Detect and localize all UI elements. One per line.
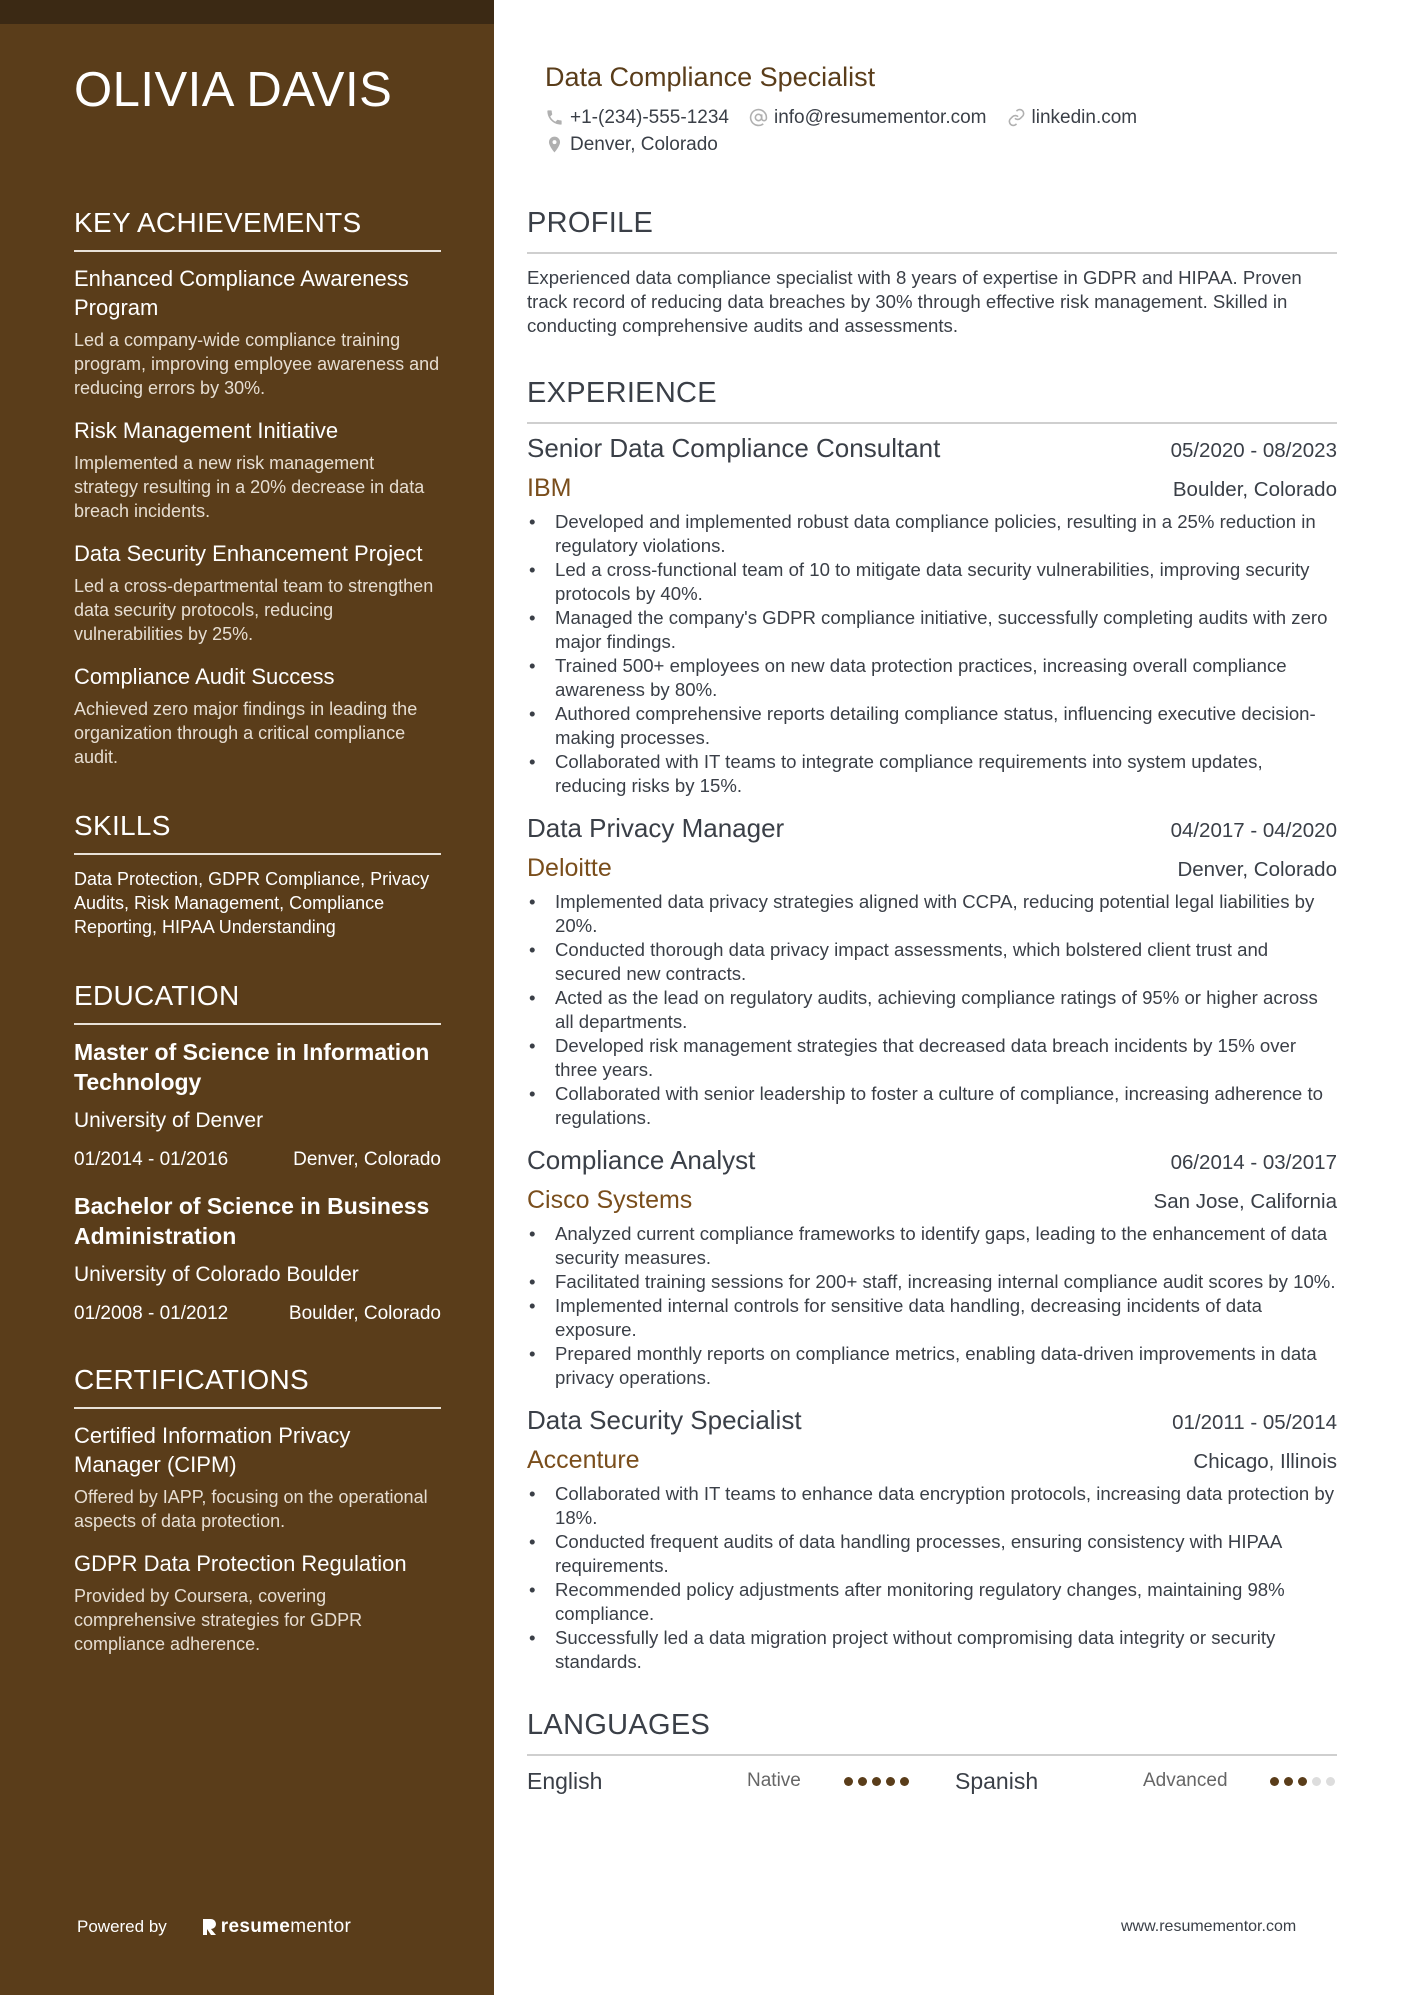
powered-by (77, 1916, 351, 1938)
achievement-title: Enhanced Compliance Awareness Program (74, 266, 409, 320)
achievement-item (74, 416, 441, 523)
skills-heading: SKILLS (74, 809, 441, 855)
experience-company: Deloitte (527, 854, 612, 882)
languages-heading: LANGUAGES (527, 1708, 1337, 1756)
experience-bullets (527, 510, 1337, 798)
phone-icon (545, 108, 564, 127)
education-dates: 01/2014 - 01/2016 (74, 1149, 229, 1170)
contact-phone[interactable] (545, 104, 729, 131)
rating-dot-filled (872, 1777, 881, 1786)
education-meta (74, 1301, 441, 1327)
certification-title: GDPR Data Protection Regulation (74, 1551, 407, 1576)
bullet-item: • Collaborated with IT teams to integrate compliance requirements into system updates, reducing risks by 15%. (527, 750, 1337, 798)
bullet-item: • Collaborated with senior leadership to foster a culture of compliance, increasing adherence to regulations. (527, 1082, 1337, 1130)
bullet-item: • Authored comprehensive reports detailing compliance status, influencing executive decision-making processes. (527, 702, 1337, 750)
experience-item (527, 1404, 1337, 1674)
experience-bullets (527, 1482, 1337, 1674)
experience-location: Denver, Colorado (1177, 858, 1337, 881)
contact-info (545, 104, 1245, 158)
rating-dot-empty (1312, 1777, 1321, 1786)
bullet-item: • Acted as the lead on regulatory audits, achieving compliance ratings of 95% or higher across all departments. (527, 986, 1337, 1034)
at-sign-icon (749, 108, 768, 127)
experience-location: Chicago, Illinois (1193, 1450, 1337, 1473)
rating-dot-filled (1284, 1777, 1293, 1786)
languages-section (527, 1708, 1337, 1796)
profile-summary: Experienced data compliance specialist with 8 years of expertise in GDPR and HIPAA. Proven track record of reducing data breaches by 30% through effective risk management. Skilled in conducting comprehensive audits and assessments. (527, 267, 1302, 336)
bullet-item: • Conducted thorough data privacy impact assessments, which bolstered client trust and secured new contracts. (527, 938, 1337, 986)
education-school: University of Colorado Boulder (74, 1263, 359, 1286)
phone-text: +1-(234)-555-1234 (570, 107, 729, 128)
bullet-item: • Implemented internal controls for sensitive data handling, decreasing incidents of data exposure. (527, 1294, 1337, 1342)
bullet-item: • Collaborated with IT teams to enhance data encryption protocols, increasing data protection by 18%. (527, 1482, 1337, 1530)
language-rating (1265, 1777, 1335, 1786)
skills-section (74, 809, 441, 939)
experience-item (527, 432, 1337, 798)
location-pin-icon (545, 135, 564, 154)
resumementor-logo[interactable] (201, 1916, 351, 1938)
experience-location: San Jose, California (1153, 1190, 1337, 1213)
education-location: Denver, Colorado (293, 1149, 441, 1170)
language-name: Spanish (955, 1768, 1039, 1794)
experience-item (527, 1144, 1337, 1390)
achievement-description: Achieved zero major findings in leading the organization through a critical compliance audit. (74, 699, 418, 767)
experience-heading: EXPERIENCE (527, 376, 1337, 424)
profile-heading: PROFILE (527, 206, 1337, 254)
certifications-heading: CERTIFICATIONS (74, 1363, 441, 1409)
contact-email[interactable] (749, 104, 987, 131)
rating-dot-filled (900, 1777, 909, 1786)
education-heading: EDUCATION (74, 979, 441, 1025)
bullet-item: • Facilitated training sessions for 200+ staff, increasing internal compliance audit scores by 10%. (527, 1270, 1337, 1294)
achievement-item (74, 662, 441, 769)
bullet-item: • Led a cross-functional team of 10 to mitigate data security vulnerabilities, improving security protocols by 40%. (527, 558, 1337, 606)
bullet-item: • Successfully led a data migration project without compromising data integrity or security standards. (527, 1626, 1337, 1674)
job-title: Data Compliance Specialist (545, 62, 876, 92)
education-item (74, 1191, 441, 1327)
rating-dot-filled (886, 1777, 895, 1786)
achievement-description: Led a company-wide compliance training program, improving employee awareness and reducing errors by 30%. (74, 330, 440, 398)
achievements-section (74, 206, 441, 769)
skills-list: Data Protection, GDPR Compliance, Privacy Audits, Risk Management, Compliance Reporting, HIPAA Understanding (74, 869, 430, 937)
sidebar-top-bar (0, 0, 494, 24)
bullet-item: • Conducted frequent audits of data handling processes, ensuring consistency with HIPAA requirements. (527, 1530, 1337, 1578)
education-degree: Master of Science in Information Technology (74, 1039, 430, 1095)
experience-location: Boulder, Colorado (1172, 478, 1337, 501)
certification-item (74, 1549, 441, 1656)
bullet-item: • Recommended policy adjustments after monitoring regulatory changes, maintaining 98% compliance. (527, 1578, 1337, 1626)
experience-company: Accenture (527, 1446, 640, 1474)
certification-description: Offered by IAPP, focusing on the operational aspects of data protection. (74, 1487, 428, 1531)
experience-company: IBM (527, 474, 572, 502)
language-level: Advanced (1143, 1770, 1228, 1791)
achievement-title: Data Security Enhancement Project (74, 541, 423, 566)
education-school: University of Denver (74, 1109, 264, 1132)
language-rating (839, 1777, 955, 1786)
rating-dot-filled (1270, 1777, 1279, 1786)
experience-role: Data Privacy Manager (527, 813, 785, 843)
achievements-heading: KEY ACHIEVEMENTS (74, 206, 441, 252)
experience-role: Senior Data Compliance Consultant (527, 433, 941, 463)
candidate-name: OLIVIA DAVIS (74, 63, 393, 117)
experience-bullets (527, 1222, 1337, 1390)
certification-title: Certified Information Privacy Manager (CIPM) (74, 1423, 351, 1477)
education-item (74, 1037, 441, 1173)
achievement-title: Risk Management Initiative (74, 418, 339, 443)
brand-bold-text: resume (220, 1916, 291, 1937)
certification-description: Provided by Coursera, covering comprehensive strategies for GDPR compliance adherence. (74, 1586, 363, 1654)
bullet-item: • Managed the company's GDPR compliance initiative, successfully completing audits with zero major findings. (527, 606, 1337, 654)
location-text: Denver, Colorado (570, 134, 718, 155)
experience-role: Compliance Analyst (527, 1145, 756, 1175)
achievement-title: Compliance Audit Success (74, 664, 335, 689)
experience-dates: 06/2014 - 03/2017 (1170, 1151, 1337, 1174)
rating-dot-filled (1298, 1777, 1307, 1786)
bullet-item: • Prepared monthly reports on compliance metrics, enabling data-driven improvements in data privacy operations. (527, 1342, 1337, 1390)
experience-company: Cisco Systems (527, 1186, 693, 1214)
rating-dot-filled (858, 1777, 867, 1786)
achievement-item (74, 539, 441, 646)
sidebar (0, 0, 494, 1995)
education-meta (74, 1147, 441, 1173)
experience-item (527, 812, 1337, 1130)
bullet-item: • Implemented data privacy strategies aligned with CCPA, reducing potential legal liabilities by 20%. (527, 890, 1337, 938)
experience-section (527, 376, 1337, 1674)
footer-url[interactable]: www.resumementor.com (1121, 1918, 1297, 1935)
rating-dot-empty (1326, 1777, 1335, 1786)
experience-bullets (527, 890, 1337, 1130)
experience-dates: 01/2011 - 05/2014 (1172, 1411, 1337, 1434)
languages-row (527, 1766, 1337, 1796)
language-level: Native (747, 1770, 801, 1791)
rating-dot-filled (844, 1777, 853, 1786)
education-dates: 01/2008 - 01/2012 (74, 1303, 229, 1324)
bullet-item: • Developed risk management strategies that decreased data breach incidents by 15% over three years. (527, 1034, 1337, 1082)
profile-section (527, 206, 1337, 338)
education-section (74, 979, 441, 1327)
language-name: English (527, 1768, 603, 1794)
bullet-item: • Developed and implemented robust data compliance policies, resulting in a 25% reduction in regulatory violations. (527, 510, 1337, 558)
brand-light-text: mentor (290, 1916, 352, 1937)
achievement-description: Implemented a new risk management strategy resulting in a 20% decrease in data breach incidents. (74, 453, 425, 521)
experience-dates: 04/2017 - 04/2020 (1170, 819, 1337, 842)
certification-item (74, 1421, 441, 1533)
education-location: Boulder, Colorado (288, 1303, 441, 1324)
linkedin-text: linkedin.com (1031, 107, 1138, 128)
experience-dates: 05/2020 - 08/2023 (1170, 439, 1337, 462)
main-content (527, 60, 1337, 1796)
contact-linkedin[interactable] (1007, 104, 1138, 131)
achievement-description: Led a cross-departmental team to strengthen data security protocols, reducing vulnerabilities by 25%. (74, 576, 434, 644)
powered-by-label: Powered by (77, 1917, 167, 1936)
email-text: info@resumementor.com (773, 107, 987, 128)
contact-location (545, 131, 718, 158)
achievement-item (74, 264, 441, 400)
resumementor-logo-icon (201, 1917, 217, 1937)
bullet-item: • Analyzed current compliance frameworks to identify gaps, leading to the enhancement of data security measures. (527, 1222, 1337, 1270)
certifications-section (74, 1363, 441, 1656)
bullet-item: • Trained 500+ employees on new data protection practices, increasing overall compliance awareness by 80%. (527, 654, 1337, 702)
experience-role: Data Security Specialist (527, 1405, 802, 1435)
education-degree: Bachelor of Science in Business Administration (74, 1193, 430, 1249)
link-icon (1007, 108, 1026, 127)
